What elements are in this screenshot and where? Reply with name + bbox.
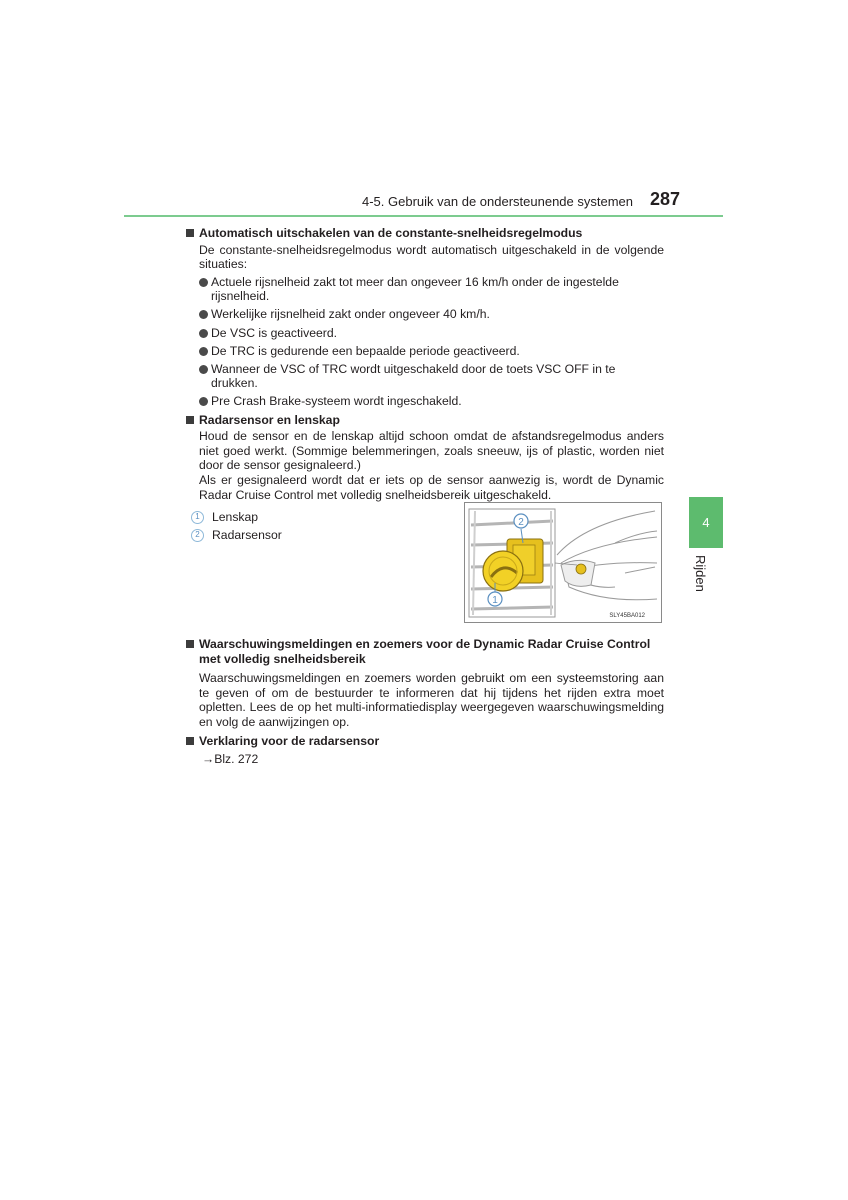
circle-bullet-icon: [199, 310, 208, 319]
paragraph: Als er gesignaleerd wordt dat er iets op de sensor aanwezig is, wordt de Dynamic Radar Cruise Control met volledig snelheidsbereik uitgeschakeld.: [199, 472, 664, 502]
number-circle-icon: 1: [191, 511, 204, 524]
radar-sensor-illustration: [465, 503, 661, 622]
main-content: [186, 226, 664, 544]
section-heading-auto-off: [186, 226, 664, 241]
heading-text: Waarschuwingsmeldingen en zoemers voor de Dynamic Radar Cruise Control met volledig snelheidsbereik: [199, 637, 651, 666]
list-item-text: De TRC is gedurende een bepaalde periode geactiveerd.: [211, 343, 520, 358]
page-reference-link[interactable]: →Blz. 272: [202, 752, 259, 767]
paragraph: Houd de sensor en de lenskap altijd schoon omdat de afstandsregelmodus anders niet goed werkt. (Sommige belemmeringen, zoals sneeuw, ijs of plastic, worden niet door de sensor gesignaleerd.): [199, 429, 664, 473]
square-bullet-icon: [186, 229, 194, 237]
list-item: [199, 394, 664, 409]
list-item-text: Wanneer de VSC of TRC wordt uitgeschakeld door de toets VSC OFF in te drukken.: [211, 361, 616, 391]
heading-text: Radarsensor en lenskap: [199, 412, 340, 427]
section-heading-radar: [186, 413, 664, 428]
chapter-name: Rijden: [693, 555, 708, 592]
list-item: [199, 362, 664, 391]
legend-label: Radarsensor: [212, 527, 282, 542]
list-item-text: Actuele rijsnelheid zakt tot meer dan ongeveer 16 km/h onder de ingestelde rijsnelheid.: [211, 274, 619, 304]
circle-bullet-icon: [199, 347, 208, 356]
circle-bullet-icon: [199, 278, 208, 287]
svg-text:1: 1: [492, 595, 498, 606]
heading-text: Verklaring voor de radarsensor: [199, 733, 380, 748]
paragraph: De constante-snelheidsregelmodus wordt automatisch uitgeschakeld in de volgende situaties:: [199, 242, 664, 272]
paragraph: Waarschuwingsmeldingen en zoemers worden gebruikt om een systeemstoring aan te geven of om de bestuurder te informeren dat hij tijdens het rijden extra moet opletten. Lees de op het multi-informatiedisplay weergegeven waarschuwingsmelding en volg de aanwijzingen op.: [199, 671, 664, 729]
circle-bullet-icon: [199, 329, 208, 338]
circle-bullet-icon: [199, 365, 208, 374]
list-item-text: De VSC is geactiveerd.: [211, 325, 337, 340]
chapter-tab[interactable]: [689, 497, 723, 548]
list-item-text: Pre Crash Brake-systeem wordt ingeschakeld.: [211, 394, 462, 409]
square-bullet-icon: [186, 416, 194, 424]
section-heading-radar-cert: [186, 734, 664, 749]
lower-content: [186, 637, 664, 767]
radar-sensor-figure: [464, 502, 662, 623]
list-item: [199, 326, 664, 341]
svg-text:2: 2: [518, 517, 524, 528]
list-item-text: Werkelijke rijsnelheid zakt onder ongeveer 40 km/h.: [211, 307, 490, 322]
number-circle-icon: 2: [191, 529, 204, 542]
legend-label: Lenskap: [212, 509, 259, 524]
square-bullet-icon: [186, 640, 194, 648]
heading-text: Automatisch uitschakelen van de constante-snelheidsregelmodus: [199, 226, 583, 240]
list-item: [199, 307, 664, 322]
section-heading-warnings: [186, 637, 664, 666]
header-rule: [124, 215, 723, 217]
chapter-number: 4: [702, 515, 710, 530]
list-item: [199, 344, 664, 359]
page-number: 287: [650, 189, 681, 209]
figure-code: SLY45BA012: [609, 613, 645, 619]
section-title: 4-5. Gebruik van de ondersteunende systemen: [362, 194, 634, 209]
square-bullet-icon: [186, 737, 194, 745]
list-item: [199, 275, 664, 304]
condition-list: [199, 275, 664, 409]
circle-bullet-icon: [199, 397, 208, 406]
